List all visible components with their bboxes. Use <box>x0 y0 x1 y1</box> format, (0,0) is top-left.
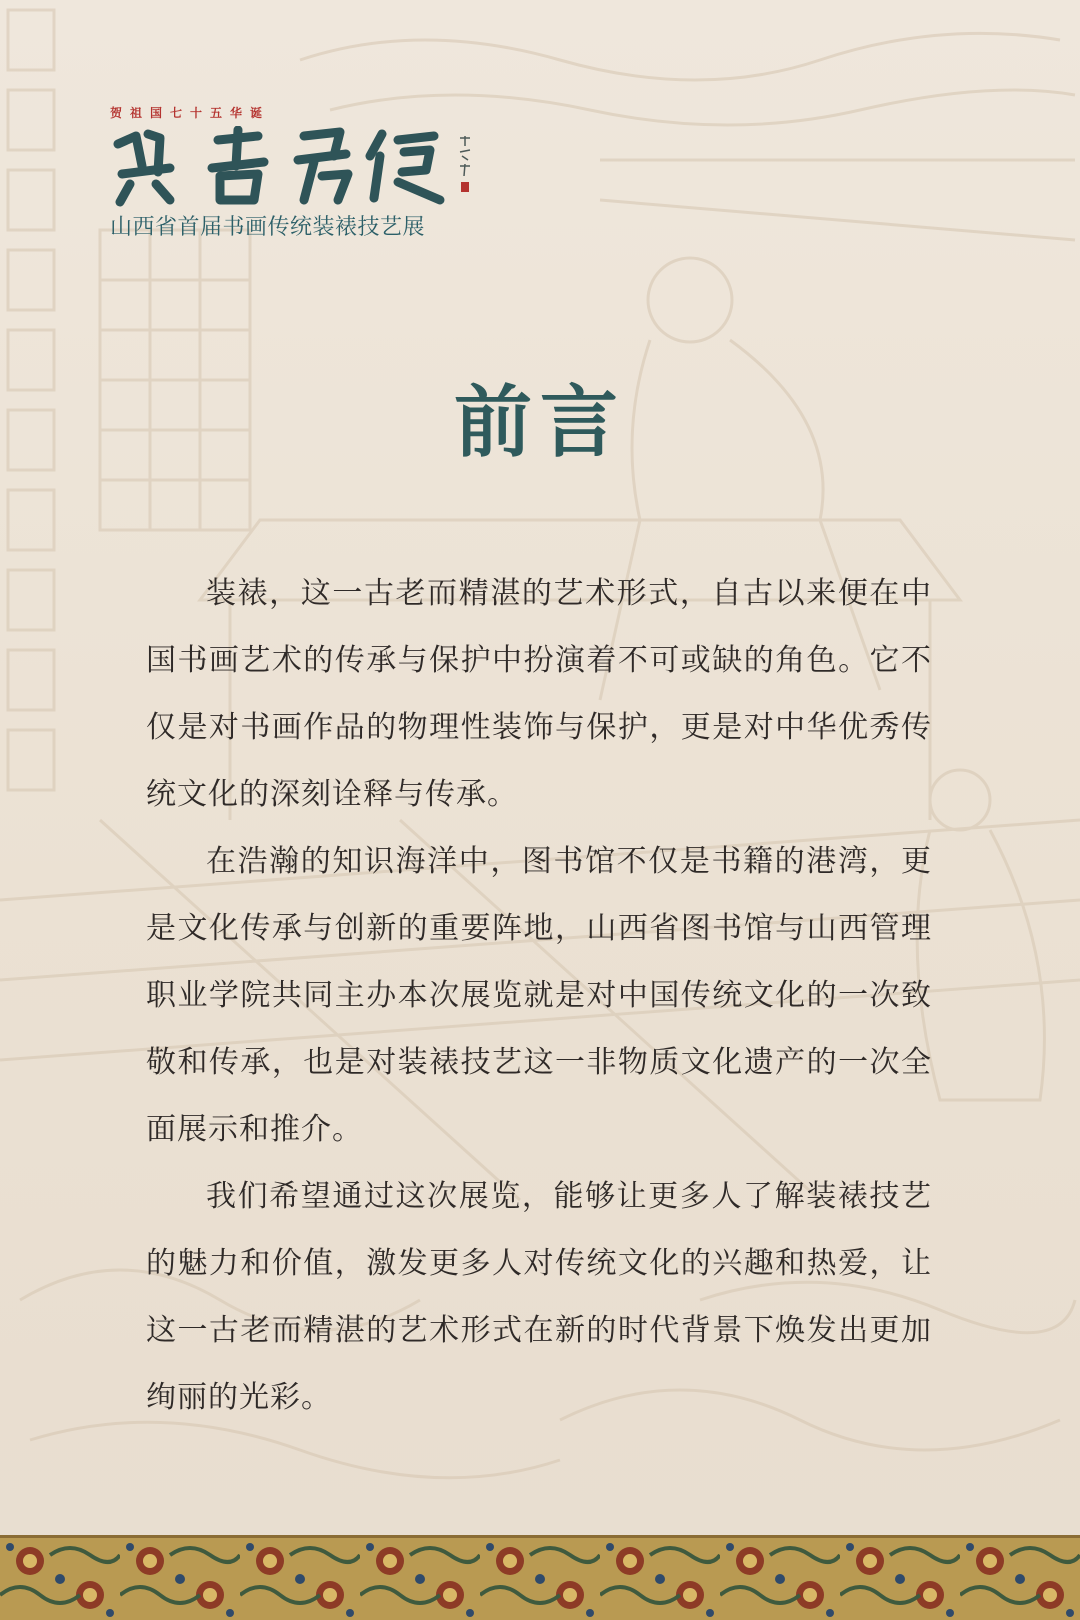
exhibition-logo <box>108 104 488 244</box>
preface-paragraph: 在浩瀚的知识海洋中，图书馆不仅是书籍的港湾，更是文化传承与创新的重要阵地，山西省图书馆与山西管理职业学院共同主办本次展览就是对中国传统文化的一次致敬和传承，也是对装裱技艺这一非物质文化遗产的一次全面展示和推介。 <box>146 844 932 1147</box>
brocade-border <box>0 1535 1080 1620</box>
artist-signature-seal <box>456 134 474 196</box>
calligraphy-title-art <box>108 126 468 208</box>
anniversary-kicker: 贺祖国七十五华诞 <box>110 106 271 120</box>
preface-paragraph: 我们希望通过这次展览，能够让更多人了解装裱技艺的魅力和价值，激发更多人对传统文化的兴趣和热爱，让这一古老而精湛的艺术形式在新的时代背景下焕发出更加绚丽的光彩。 <box>146 1179 932 1415</box>
preface-paragraph: 装裱，这一古老而精湛的艺术形式，自古以来便在中国书画艺术的传承与保护中扮演着不可或缺的角色。它不仅是对书画作品的物理性装饰与保护，更是对中华优秀传统文化的深刻诠释与传承。 <box>146 576 932 812</box>
exhibition-subtitle: 山西省首届书画传统装裱技艺展 <box>110 215 426 240</box>
page-title: 前言 <box>453 377 626 468</box>
preface-body <box>146 560 932 1431</box>
